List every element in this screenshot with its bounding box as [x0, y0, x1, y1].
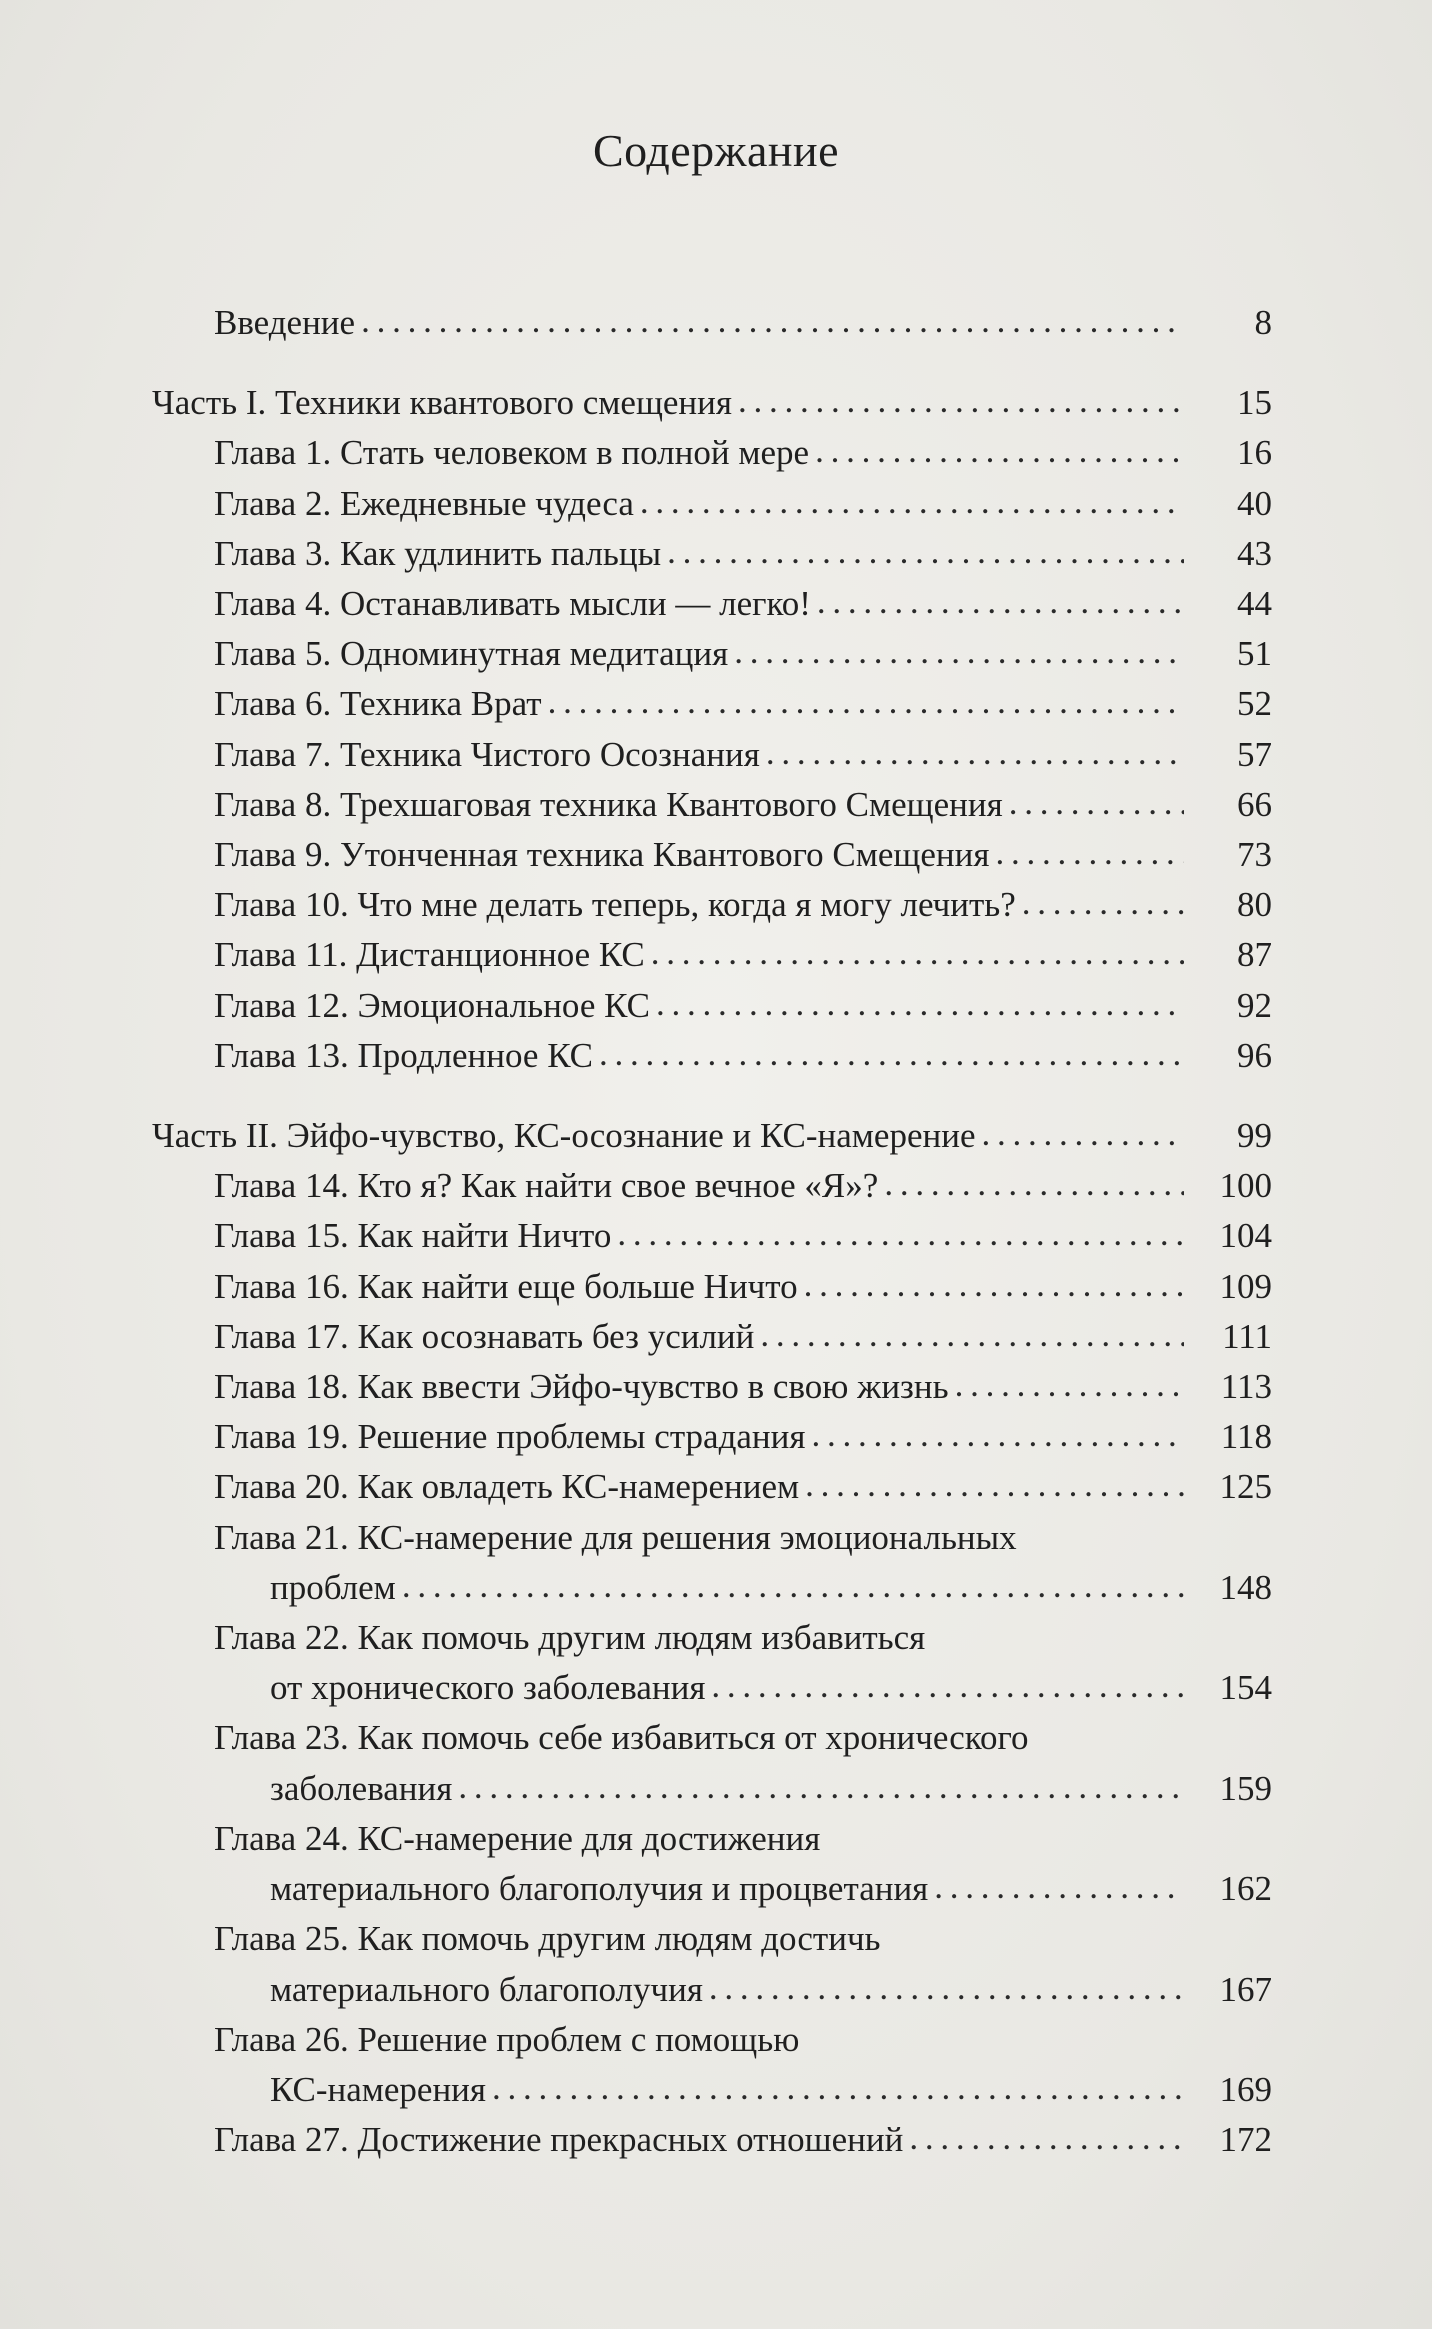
- toc-entry-label-cont: от хронического заболевания: [270, 1668, 706, 1708]
- toc-entry-chapter-25: [152, 1914, 1272, 1964]
- toc-entry-label-cont: заболевания: [270, 1768, 453, 1808]
- toc-entry-label: Глава 18. Как ввести Эйфо-чувство в свою жизнь: [214, 1367, 949, 1407]
- toc-entry-chapter-22: [152, 1613, 1272, 1663]
- toc-entry-chapter-27: [152, 2115, 1272, 2165]
- toc-entry-label: Введение: [214, 303, 356, 342]
- toc-entry-chapter-21: [152, 1513, 1272, 1563]
- table-of-contents: [152, 298, 1272, 2165]
- toc-entry-page: 99: [1237, 1116, 1272, 1156]
- dot-leader: [815, 426, 1184, 476]
- toc-entry-label: Глава 15. Как найти Ничто: [214, 1216, 612, 1256]
- dot-leader: [402, 1561, 1184, 1611]
- toc-entry-page: 154: [1219, 1668, 1272, 1708]
- toc-entry-page: 57: [1237, 734, 1272, 774]
- toc-entry-page: 162: [1219, 1869, 1272, 1909]
- toc-entry-label: Глава 7. Техника Чистого Осознания: [214, 734, 760, 774]
- dot-leader: [361, 296, 1184, 346]
- toc-entry-part-2: [152, 1111, 1272, 1161]
- dot-leader: [458, 1762, 1184, 1812]
- toc-entry-label: Глава 24. КС-намерение для достижения: [214, 1818, 821, 1858]
- toc-entry-label: Глава 9. Утонченная техника Квантового Смещения: [214, 835, 990, 875]
- toc-entry-page: 51: [1237, 634, 1272, 674]
- toc-entry-chapter-12: [152, 981, 1272, 1031]
- toc-entry-label: Глава 8. Трехшаговая техника Квантового Смещения: [214, 784, 1003, 824]
- dot-leader: [492, 2063, 1184, 2113]
- dot-leader: [817, 577, 1184, 627]
- toc-entry-page: 125: [1219, 1467, 1272, 1507]
- toc-entry-label: Глава 17. Как осознавать без усилий: [214, 1316, 755, 1356]
- toc-entry-label: Глава 1. Стать человеком в полной мере: [214, 433, 810, 473]
- toc-entry-page: 148: [1219, 1567, 1272, 1607]
- dot-leader: [804, 1260, 1184, 1310]
- toc-entry-page: 96: [1237, 1035, 1272, 1075]
- toc-entry-label: Глава 12. Эмоциональное КС: [214, 985, 650, 1025]
- toc-entry-page: 111: [1222, 1316, 1272, 1356]
- toc-entry-label: Часть I. Техники квантового смещения: [152, 383, 732, 423]
- toc-entry-chapter-23-cont: [152, 1764, 1272, 1814]
- toc-entry-label: Часть II. Эйфо-чувство, КС-осознание и КС-намерение: [152, 1116, 976, 1156]
- dot-leader: [760, 1310, 1184, 1360]
- toc-entry-chapter-24: [152, 1814, 1272, 1864]
- toc-entry-chapter-11: [152, 930, 1272, 980]
- dot-leader: [909, 2113, 1184, 2163]
- toc-entry-chapter-10: [152, 880, 1272, 930]
- toc-entry-page: 169: [1219, 2069, 1272, 2109]
- toc-entry-chapter-17: [152, 1312, 1272, 1362]
- dot-leader: [1022, 878, 1184, 928]
- toc-entry-chapter-5: [152, 629, 1272, 679]
- dot-leader: [766, 728, 1184, 778]
- toc-entry-chapter-20: [152, 1462, 1272, 1512]
- toc-entry-page: 104: [1219, 1216, 1272, 1256]
- toc-entry-label: Глава 26. Решение проблем с помощью: [214, 2019, 800, 2059]
- dot-leader: [711, 1661, 1184, 1711]
- toc-entry-label-cont: КС-намерения: [270, 2069, 487, 2109]
- dot-leader: [884, 1159, 1184, 1209]
- toc-entry-chapter-6: [152, 679, 1272, 729]
- toc-entry-label-cont: материального благополучия и процветания: [270, 1869, 929, 1909]
- toc-entry-chapter-21-cont: [152, 1563, 1272, 1613]
- toc-entry-label: Глава 23. Как помочь себе избавиться от хронического: [214, 1718, 1029, 1758]
- toc-entry-label-cont: материального благополучия: [270, 1969, 703, 2009]
- toc-entry-chapter-24-cont: [152, 1864, 1272, 1914]
- toc-entry-chapter-26-cont: [152, 2065, 1272, 2115]
- toc-entry-label: Глава 4. Останавливать мысли — легко!: [214, 584, 811, 624]
- dot-leader: [738, 376, 1184, 426]
- toc-entry-chapter-25-cont: [152, 1965, 1272, 2015]
- toc-entry-label: Глава 20. Как овладеть КС-намерением: [214, 1467, 800, 1507]
- toc-entry-page: 8: [1254, 303, 1272, 342]
- toc-entry-chapter-16: [152, 1262, 1272, 1312]
- toc-entry-label: Глава 25. Как помочь другим людям достичь: [214, 1919, 881, 1959]
- page-title: Содержание: [592, 125, 840, 176]
- toc-entry-page: 73: [1237, 835, 1272, 875]
- toc-entry-page: 118: [1220, 1417, 1272, 1457]
- toc-entry-page: 40: [1237, 483, 1272, 523]
- toc-entry-page: 113: [1220, 1367, 1272, 1407]
- toc-entry-chapter-14: [152, 1161, 1272, 1211]
- toc-entry-chapter-4: [152, 579, 1272, 629]
- toc-entry-page: 66: [1237, 784, 1272, 824]
- toc-entry-page: 44: [1237, 584, 1272, 624]
- dot-leader: [805, 1460, 1184, 1510]
- toc-entry-page: 87: [1237, 935, 1272, 975]
- toc-entry-chapter-2: [152, 479, 1272, 529]
- dot-leader: [651, 928, 1184, 978]
- toc-entry-chapter-7: [152, 730, 1272, 780]
- dot-leader: [617, 1209, 1184, 1259]
- dot-leader: [1009, 778, 1184, 828]
- toc-entry-label: Глава 19. Решение проблемы страдания: [214, 1417, 806, 1457]
- toc-entry-label: Глава 21. КС-намерение для решения эмоциональных: [214, 1517, 1017, 1557]
- toc-entry-label-cont: проблем: [270, 1567, 396, 1607]
- toc-entry-intro: [152, 298, 1272, 348]
- toc-entry-page: 167: [1219, 1969, 1272, 2009]
- toc-entry-page: 80: [1237, 885, 1272, 925]
- toc-entry-label: Глава 14. Кто я? Как найти свое вечное «Я»?: [214, 1166, 879, 1206]
- toc-entry-page: 52: [1237, 684, 1272, 724]
- toc-entry-label: Глава 27. Достижение прекрасных отношений: [214, 2120, 904, 2160]
- toc-entry-label: Глава 11. Дистанционное КС: [214, 935, 645, 975]
- toc-entry-chapter-9: [152, 830, 1272, 880]
- dot-leader: [656, 979, 1184, 1029]
- toc-entry-chapter-1: [152, 428, 1272, 478]
- toc-entry-page: 16: [1237, 433, 1272, 473]
- toc-entry-label: Глава 10. Что мне делать теперь, когда я могу лечить?: [214, 885, 1016, 925]
- toc-entry-page: 100: [1219, 1166, 1272, 1206]
- toc-entry-chapter-13: [152, 1031, 1272, 1081]
- toc-entry-page: 159: [1219, 1768, 1272, 1808]
- dot-leader: [982, 1109, 1185, 1159]
- toc-entry-chapter-26: [152, 2015, 1272, 2065]
- toc-entry-chapter-8: [152, 780, 1272, 830]
- toc-entry-page: 43: [1237, 533, 1272, 573]
- toc-entry-label: Глава 2. Ежедневные чудеса: [214, 483, 634, 523]
- toc-entry-chapter-3: [152, 529, 1272, 579]
- toc-entry-chapter-19: [152, 1412, 1272, 1462]
- dot-leader: [709, 1963, 1184, 2013]
- toc-entry-label: Глава 5. Одноминутная медитация: [214, 634, 729, 674]
- toc-entry-chapter-15: [152, 1211, 1272, 1261]
- toc-entry-label: Глава 22. Как помочь другим людям избавиться: [214, 1618, 926, 1658]
- dot-leader: [955, 1360, 1184, 1410]
- dot-leader: [548, 677, 1184, 727]
- toc-entry-page: 172: [1219, 2120, 1272, 2160]
- toc-entry-chapter-23: [152, 1713, 1272, 1763]
- dot-leader: [734, 627, 1184, 677]
- toc-entry-label: Глава 16. Как найти еще больше Ничто: [214, 1266, 798, 1306]
- dot-leader: [934, 1862, 1184, 1912]
- toc-entry-label: Глава 3. Как удлинить пальцы: [214, 533, 662, 573]
- dot-leader: [599, 1029, 1184, 1079]
- toc-entry-page: 15: [1237, 383, 1272, 423]
- dot-leader: [812, 1410, 1185, 1460]
- dot-leader: [995, 828, 1184, 878]
- toc-entry-page: 92: [1237, 985, 1272, 1025]
- dot-leader: [640, 477, 1184, 527]
- dot-leader: [667, 527, 1184, 577]
- toc-entry-label: Глава 13. Продленное КС: [214, 1035, 594, 1075]
- toc-entry-chapter-18: [152, 1362, 1272, 1412]
- toc-entry-label: Глава 6. Техника Врат: [214, 684, 542, 724]
- toc-entry-part-1: [152, 378, 1272, 428]
- toc-entry-chapter-22-cont: [152, 1663, 1272, 1713]
- toc-entry-page: 109: [1219, 1266, 1272, 1306]
